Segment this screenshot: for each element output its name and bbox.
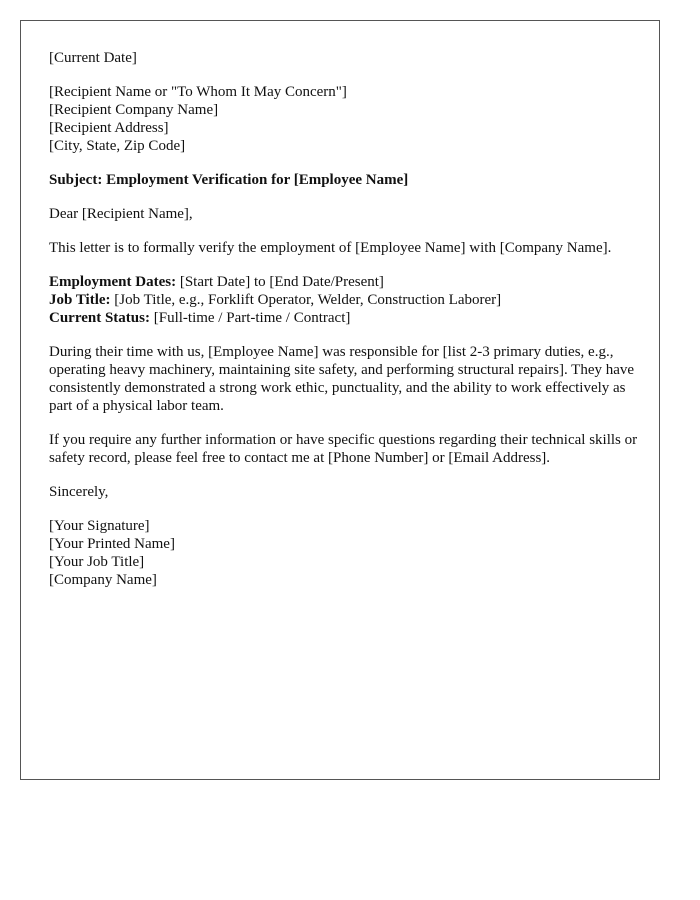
signature-line: [Your Signature] — [49, 518, 150, 534]
employment-dates-row — [49, 273, 639, 291]
company-name-line: [Company Name] — [49, 572, 157, 588]
job-title-label: Job Title: — [49, 292, 111, 308]
current-status-value: [Full-time / Part-time / Contract] — [149, 310, 351, 326]
salutation: Dear [Recipient Name], — [49, 206, 193, 222]
job-title-row — [49, 291, 639, 309]
job-title-line: [Your Job Title] — [49, 554, 145, 570]
job-title-value: [Job Title, e.g., Forklift Operator, Welder, Construction Laborer] — [110, 292, 502, 308]
current-status-label: Current Status: — [49, 310, 150, 326]
letter-body — [49, 49, 639, 605]
subject-line: Subject: Employment Verification for [Employee Name] — [49, 172, 409, 188]
letter-page — [20, 20, 660, 780]
printed-name-line: [Your Printed Name] — [49, 536, 175, 552]
signature-block — [49, 517, 639, 589]
recipient-name: [Recipient Name or "To Whom It May Concern"] — [49, 84, 347, 100]
recipient-block — [49, 83, 639, 155]
current-status-row — [49, 309, 639, 327]
employment-details — [49, 273, 639, 327]
employment-dates-value: [Start Date] to [End Date/Present] — [176, 274, 384, 290]
recipient-address: [Recipient Address] — [49, 120, 169, 136]
date-block — [49, 49, 639, 67]
duties-paragraph: During their time with us, [Employee Name] was responsible for [list 2-3 primary duties, e.g., operating heavy machinery, maintaining site safety, and performing structural repairs]. They have consistently demonstrated a strong work ethic, punctuality, and the ability to work effectively as part of a physical labor team. — [49, 344, 635, 414]
contact-paragraph: If you require any further information or have specific questions regarding their technical skills or safety record, please feel free to contact me at [Phone Number] or [Email Address]. — [49, 432, 638, 466]
current-date: [Current Date] — [49, 50, 137, 66]
closing: Sincerely, — [49, 484, 109, 500]
intro-paragraph: This letter is to formally verify the employment of [Employee Name] with [Company Name]. — [49, 240, 612, 256]
employment-dates-label: Employment Dates: — [49, 274, 177, 290]
recipient-company: [Recipient Company Name] — [49, 102, 219, 118]
recipient-city-state-zip: [City, State, Zip Code] — [49, 138, 186, 154]
